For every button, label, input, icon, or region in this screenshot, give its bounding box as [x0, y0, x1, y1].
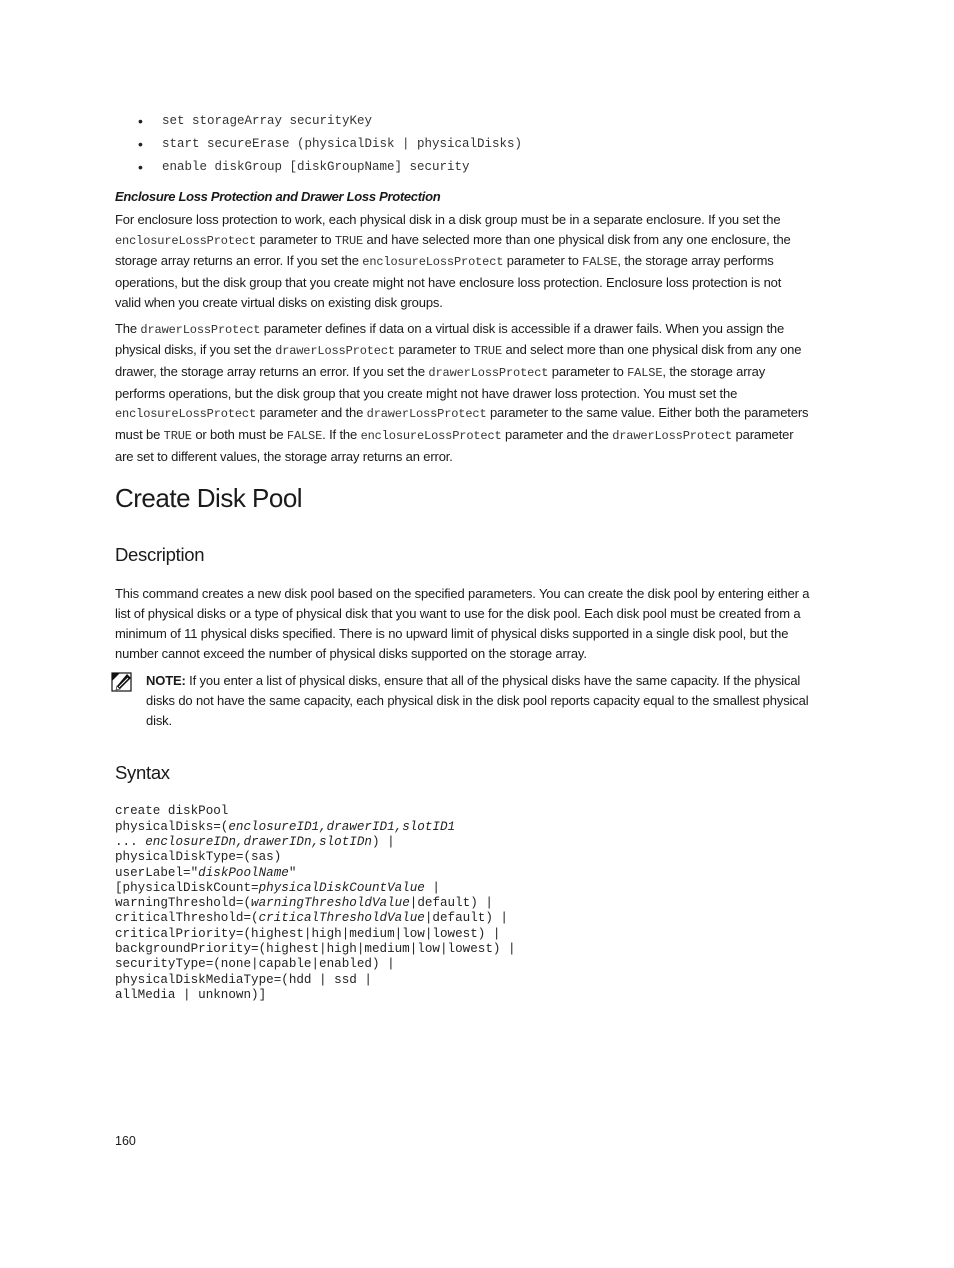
- code-line: create diskPool: [115, 804, 229, 819]
- code-term: drawerLossProtect: [140, 322, 261, 337]
- note-label: NOTE:: [146, 673, 186, 689]
- text-run: , the storage array performs operations, but the disk group that you create might not have enclosure loss protection. Enclosure loss protection is not valid when you create virtual disks on existing disk groups.: [115, 253, 782, 310]
- enclosure-loss-paragraph: [115, 210, 810, 313]
- code-term: FALSE: [582, 255, 618, 270]
- code-term: enclosureLossProtect: [360, 429, 502, 444]
- code-placeholder: enclosureID1,drawerID1,slotID1: [228, 819, 456, 834]
- code-line: [physicalDiskCount=: [115, 880, 259, 895]
- code-line: backgroundPriority=(highest|high|medium|low|lowest) |: [115, 942, 516, 957]
- list-item: • set storageArray securityKey: [138, 110, 810, 133]
- pencil-note-icon: [111, 671, 133, 693]
- code-fragment: |: [424, 880, 440, 895]
- code-term: TRUE: [473, 344, 503, 359]
- page-title: Create Disk Pool: [115, 483, 303, 514]
- text-run: parameter to: [394, 342, 474, 358]
- code-term: enclosureLossProtect: [115, 233, 257, 248]
- page-number: 160: [115, 1134, 136, 1148]
- code-fragment: |default) |: [424, 911, 508, 926]
- text-run: parameter to: [503, 253, 583, 269]
- code-line: warningThreshold=(: [115, 896, 252, 911]
- code-term: TRUE: [334, 233, 364, 248]
- code-fragment: ) |: [371, 834, 395, 849]
- syntax-code-block: [115, 804, 810, 1003]
- document-page: [115, 110, 810, 1003]
- code-placeholder: warningThresholdValue: [251, 896, 410, 911]
- text-run: If you enter a list of physical disks, ensure that all of the physical disks have the same capacity. If the physical disks do not have the same capacity, each physical disk in the disk pool reports capacity equal to the smallest physical disk.: [146, 673, 809, 728]
- code-placeholder: criticalThresholdValue: [258, 911, 425, 926]
- text-run: . If the: [322, 427, 361, 443]
- code-term: FALSE: [627, 365, 663, 380]
- text-run: parameter to the same value. Either both the parameters must be: [115, 405, 809, 443]
- text-run: , the storage array performs operations, but the disk group that you create might not have drawer loss protection. You must set the: [115, 363, 766, 401]
- code-placeholder: enclosureIDn,drawerIDn,slotIDn: [145, 834, 372, 849]
- code-term: TRUE: [163, 429, 192, 444]
- code-fragment: ": [288, 865, 297, 880]
- text-run: The: [115, 320, 141, 336]
- code-term: drawerLossProtect: [366, 407, 487, 422]
- text-run: and have selected more than one physical disk from any one enclosure, the storage array returns an error. If you set the: [115, 231, 791, 269]
- code-term: enclosureLossProtect: [362, 255, 504, 270]
- code-term: drawerLossProtect: [428, 365, 549, 380]
- code-term: drawerLossProtect: [612, 429, 733, 444]
- code-line: physicalDisks=(: [115, 819, 229, 834]
- note-text: [146, 671, 810, 730]
- code-line: physicalDiskType=(sas): [115, 850, 282, 865]
- description-heading: Description: [115, 544, 205, 566]
- list-item: • enable diskGroup [diskGroupName] security: [138, 156, 810, 179]
- code-fragment: |default) |: [409, 896, 493, 911]
- code-line: ...: [115, 834, 146, 849]
- command-list: [115, 110, 810, 179]
- code-line: criticalPriority=(highest|high|medium|low|lowest) |: [115, 926, 501, 941]
- syntax-heading: Syntax: [115, 762, 170, 784]
- text-run: For enclosure loss protection to work, each physical disk in a disk group must be in a separate enclosure. If you set the: [115, 212, 781, 227]
- code-line: allMedia | unknown)]: [115, 987, 267, 1002]
- code-line: criticalThreshold=(: [115, 911, 259, 926]
- text-run: or both must be: [191, 427, 287, 443]
- code-placeholder: physicalDiskCountValue: [258, 880, 425, 895]
- code-line: securityType=(none|capable|enabled) |: [115, 957, 395, 972]
- code-line: userLabel=": [115, 865, 199, 880]
- description-paragraph: This command creates a new disk pool based on the specified parameters. You can create the disk pool by entering either a list of physical disks or a type of physical disk that you want to use for the disk pool. Each disk pool must be created from a minimum of 11 physical disks specified. There is no upward limit of physical disks supported in a single disk pool, but the number cannot exceed the number of physical disks supported on the storage array.: [115, 586, 810, 661]
- text-run: and select more than one physical disk from any one drawer, the storage array returns an error. If you set the: [115, 342, 802, 379]
- text-run: parameter and the: [256, 405, 367, 421]
- text-run: parameter to: [256, 231, 335, 247]
- text-run: parameter and the: [501, 427, 613, 443]
- drawer-loss-paragraph: [115, 319, 810, 467]
- text-run: parameter are set to different values, the storage array returns an error.: [115, 427, 794, 464]
- code-term: drawerLossProtect: [275, 344, 395, 359]
- note-block: [115, 671, 810, 730]
- list-item: • start secureErase (physicalDisk | physicalDisks): [138, 133, 810, 156]
- code-placeholder: diskPoolName: [198, 865, 289, 880]
- text-run: parameter defines if data on a virtual disk is accessible if a drawer fails. When you assign the physical disks, if you set the: [115, 320, 785, 358]
- code-term: FALSE: [286, 429, 323, 444]
- text-run: parameter to: [548, 363, 628, 379]
- code-term: enclosureLossProtect: [115, 407, 257, 422]
- code-line: physicalDiskMediaType=(hdd | ssd |: [115, 972, 372, 987]
- section-subheading: Enclosure Loss Protection and Drawer Loss Protection: [115, 189, 441, 204]
